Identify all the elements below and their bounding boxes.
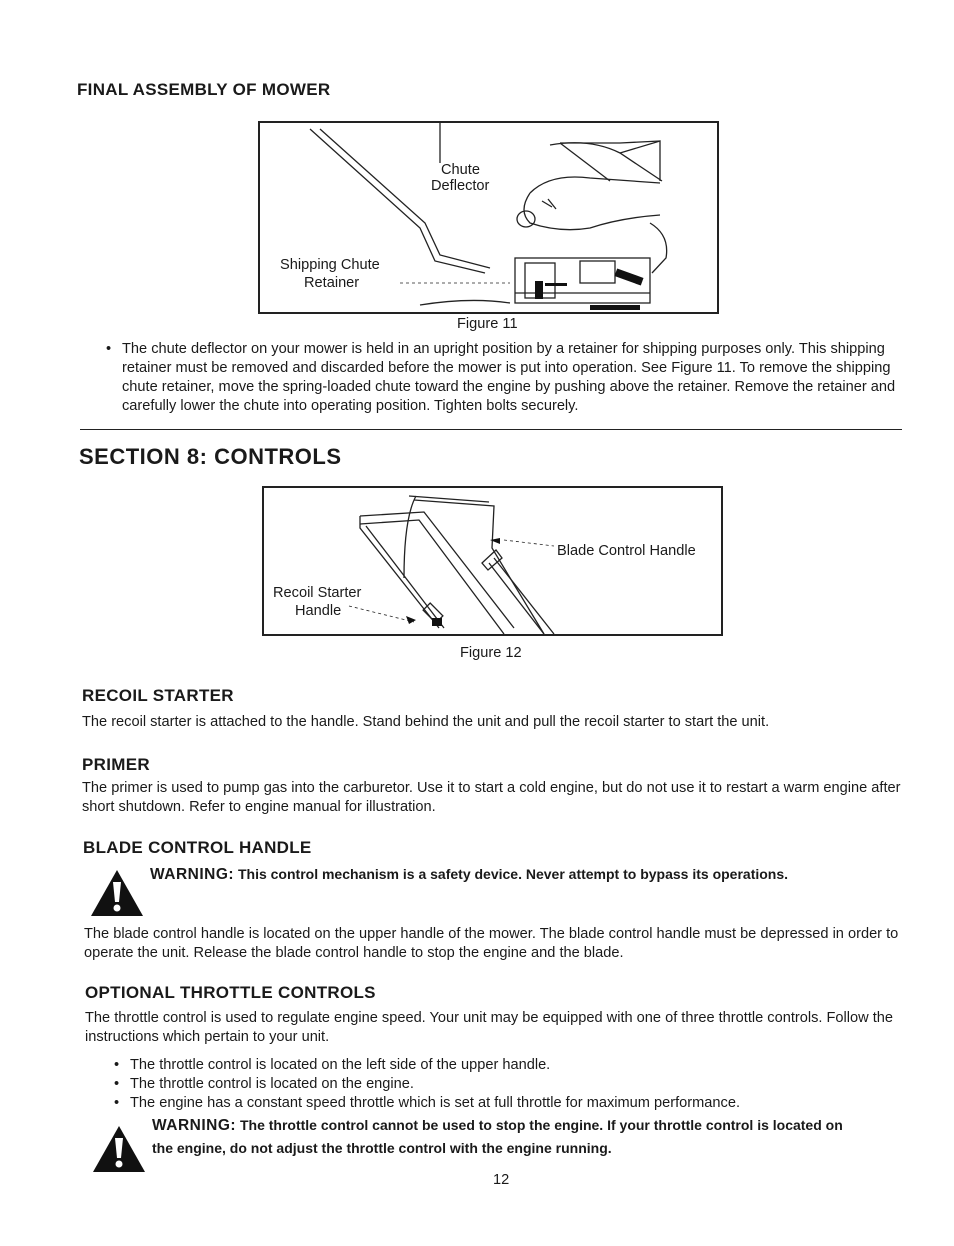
section-heading: SECTION 8: CONTROLS (79, 444, 342, 469)
page-number: 12 (493, 1172, 510, 1188)
throttle-text: The throttle control is used to regulate engine speed. Your unit may be equipped with one of three throttle controls. Follow the instructions which pertain to your unit. (85, 1010, 894, 1045)
blade-control-heading: BLADE CONTROL HANDLE (83, 838, 312, 857)
primer-text: The primer is used to pump gas into the carburetor. Use it to start a cold engine, but do not use it to restart a warm engine after short shutdown. Refer to engine manual for illustration. (82, 780, 901, 815)
final-assembly-heading: FINAL ASSEMBLY OF MOWER (77, 80, 331, 99)
primer-heading: PRIMER (82, 755, 150, 774)
blade-control-text: The blade control handle is located on the upper handle of the mower. The blade control handle must be depressed in order to operate the unit. Release the blade control handle to stop the engine and the blade. (84, 926, 899, 961)
warning-triangle-icon (91, 1124, 147, 1174)
shipping-chute-label: Shipping Chute (280, 257, 380, 273)
deflector-label: Deflector (431, 178, 490, 194)
throttle-warning-label: WARNING: (152, 1117, 237, 1134)
warning-triangle-icon (89, 868, 145, 918)
throttle-warning-text-1: The throttle control cannot be used to stop the engine. If your throttle control is located on (239, 1117, 843, 1133)
figure-12-caption: Figure 12 (460, 645, 522, 661)
chute-label: Chute (441, 162, 480, 178)
throttle-bullet: • The throttle control is located on the engine. (114, 1075, 894, 1094)
figure-12 (262, 486, 723, 636)
blade-warning-text: This control mechanism is a safety device. Never attempt to bypass its operations. (237, 866, 789, 882)
figure-11 (258, 121, 719, 314)
final-assembly-paragraph: • The chute deflector on your mower is held in an upright position by a retainer for shipping purposes only. This shipping retainer must be removed and discarded before the mower is put into operation. See Figure 11. To remove the shipping chute retainer, move the spring-loaded chute toward the engine by pushing above the retainer. Remove the retainer and carefully lower the chute into operating position. Tighten bolts securely. (106, 340, 906, 416)
recoil-starter-text: The recoil starter is attached to the handle. Stand behind the unit and pull the recoil starter to start the unit. (82, 714, 770, 730)
throttle-warning-text-2: the engine, do not adjust the throttle control with the engine running. (152, 1140, 612, 1156)
throttle-bullet: • The throttle control is located on the left side of the upper handle. (114, 1056, 894, 1075)
retainer-label: Retainer (304, 275, 360, 291)
recoil-starter-heading: RECOIL STARTER (82, 686, 234, 705)
recoil-starter-label: Recoil Starter (273, 585, 362, 601)
figure-11-caption: Figure 11 (457, 316, 518, 332)
throttle-heading: OPTIONAL THROTTLE CONTROLS (85, 983, 376, 1002)
blade-control-handle-label: Blade Control Handle (557, 543, 696, 559)
throttle-warning (152, 1114, 922, 1159)
final-assembly-list (106, 340, 906, 416)
throttle-bullet: • The engine has a constant speed throttle which is set at full throttle for maximum performance. (114, 1094, 894, 1113)
recoil-handle-label: Handle (295, 603, 342, 619)
section-divider (80, 429, 902, 430)
blade-warning-label: WARNING: (150, 866, 235, 883)
blade-warning (150, 863, 910, 886)
throttle-bullets (114, 1056, 894, 1113)
